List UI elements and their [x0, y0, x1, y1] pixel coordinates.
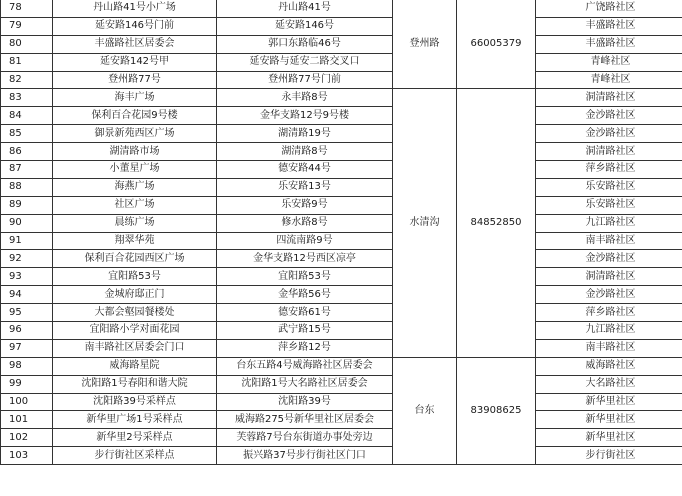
table-row	[1, 250, 682, 268]
community-cell: 青峰社区	[536, 71, 682, 89]
table-row	[1, 304, 682, 322]
row-number-cell: 84	[1, 107, 53, 125]
address-cell: 永丰路8号	[217, 89, 393, 107]
table-row	[1, 393, 682, 411]
street-cell: 登州路	[393, 0, 457, 89]
address-cell: 振兴路37号步行街社区门口	[217, 447, 393, 465]
community-cell: 九江路社区	[536, 322, 682, 340]
table-row	[1, 214, 682, 232]
table-body	[1, 0, 682, 465]
community-cell: 洞清路社区	[536, 268, 682, 286]
row-number-cell: 95	[1, 304, 53, 322]
address-cell: 登州路77号门前	[217, 71, 393, 89]
community-cell: 广饶路社区	[536, 0, 682, 17]
community-cell: 萍乡路社区	[536, 304, 682, 322]
row-number-cell: 89	[1, 196, 53, 214]
site-name-cell: 丹山路41号小广场	[53, 0, 217, 17]
site-name-cell: 丰盛路社区居委会	[53, 35, 217, 53]
site-name-cell: 步行街社区采样点	[53, 447, 217, 465]
row-number-cell: 78	[1, 0, 53, 17]
table-row	[1, 17, 682, 35]
table-row	[1, 429, 682, 447]
site-name-cell: 社区广场	[53, 196, 217, 214]
table-row	[1, 71, 682, 89]
row-number-cell: 93	[1, 268, 53, 286]
phone-cell: 83908625	[457, 357, 536, 464]
row-number-cell: 100	[1, 393, 53, 411]
community-cell: 威海路社区	[536, 357, 682, 375]
table-row	[1, 375, 682, 393]
address-cell: 金华支路12号西区凉亭	[217, 250, 393, 268]
address-cell: 乐安路13号	[217, 178, 393, 196]
table-row	[1, 196, 682, 214]
community-cell: 新华里社区	[536, 411, 682, 429]
address-cell: 沈阳路1号大名路社区居委会	[217, 375, 393, 393]
address-cell: 沈阳路39号	[217, 393, 393, 411]
address-cell: 丹山路41号	[217, 0, 393, 17]
table-row	[1, 286, 682, 304]
community-cell: 金沙路社区	[536, 125, 682, 143]
row-number-cell: 86	[1, 143, 53, 161]
address-cell: 宜阳路53号	[217, 268, 393, 286]
site-name-cell: 宜阳路53号	[53, 268, 217, 286]
community-cell: 南丰路社区	[536, 339, 682, 357]
address-cell: 台东五路4号威海路社区居委会	[217, 357, 393, 375]
table-row	[1, 107, 682, 125]
table-row	[1, 0, 682, 17]
row-number-cell: 88	[1, 178, 53, 196]
community-cell: 洞清路社区	[536, 89, 682, 107]
site-name-cell: 保利百合花园西区广场	[53, 250, 217, 268]
site-name-cell: 晨练广场	[53, 214, 217, 232]
table-row	[1, 232, 682, 250]
community-cell: 丰盛路社区	[536, 17, 682, 35]
table-row	[1, 322, 682, 340]
community-cell: 金沙路社区	[536, 286, 682, 304]
table-row	[1, 35, 682, 53]
row-number-cell: 99	[1, 375, 53, 393]
table-row	[1, 89, 682, 107]
row-number-cell: 92	[1, 250, 53, 268]
address-cell: 延安路与延安二路交叉口	[217, 53, 393, 71]
community-cell: 新华里社区	[536, 429, 682, 447]
site-name-cell: 大都会壑园餐楼处	[53, 304, 217, 322]
table-row	[1, 268, 682, 286]
address-cell: 萍乡路12号	[217, 339, 393, 357]
table-row	[1, 143, 682, 161]
row-number-cell: 94	[1, 286, 53, 304]
address-cell: 德安路61号	[217, 304, 393, 322]
community-cell: 青峰社区	[536, 53, 682, 71]
community-cell: 金沙路社区	[536, 250, 682, 268]
site-name-cell: 小董星广场	[53, 161, 217, 179]
site-name-cell: 湖清路市场	[53, 143, 217, 161]
table-row	[1, 125, 682, 143]
community-cell: 丰盛路社区	[536, 35, 682, 53]
table-row	[1, 161, 682, 179]
site-name-cell: 南丰路社区居委会门口	[53, 339, 217, 357]
site-name-cell: 威海路星院	[53, 357, 217, 375]
site-name-cell: 金城府邸正门	[53, 286, 217, 304]
site-name-cell: 宜阳路小学对面花园	[53, 322, 217, 340]
row-number-cell: 103	[1, 447, 53, 465]
row-number-cell: 96	[1, 322, 53, 340]
site-name-cell: 沈阳路39号采样点	[53, 393, 217, 411]
row-number-cell: 91	[1, 232, 53, 250]
address-cell: 湖清路8号	[217, 143, 393, 161]
address-cell: 湖清路19号	[217, 125, 393, 143]
address-cell: 芙蓉路7号台东街道办事处旁边	[217, 429, 393, 447]
community-cell: 乐安路社区	[536, 196, 682, 214]
site-name-cell: 翔翠华苑	[53, 232, 217, 250]
address-cell: 郭口东路临46号	[217, 35, 393, 53]
site-name-cell: 海丰广场	[53, 89, 217, 107]
address-cell: 武宁路15号	[217, 322, 393, 340]
row-number-cell: 83	[1, 89, 53, 107]
site-name-cell: 延安路146号门前	[53, 17, 217, 35]
community-cell: 金沙路社区	[536, 107, 682, 125]
address-cell: 乐安路9号	[217, 196, 393, 214]
site-name-cell: 延安路142号甲	[53, 53, 217, 71]
row-number-cell: 98	[1, 357, 53, 375]
community-cell: 乐安路社区	[536, 178, 682, 196]
table-row	[1, 447, 682, 465]
street-cell: 水清沟	[393, 89, 457, 357]
row-number-cell: 101	[1, 411, 53, 429]
site-name-cell: 御景新苑西区广场	[53, 125, 217, 143]
site-name-cell: 海燕广场	[53, 178, 217, 196]
address-cell: 金华支路12号9号楼	[217, 107, 393, 125]
table-row	[1, 53, 682, 71]
site-name-cell: 登州路77号	[53, 71, 217, 89]
site-name-cell: 新华里广场1号采样点	[53, 411, 217, 429]
row-number-cell: 81	[1, 53, 53, 71]
community-cell: 九江路社区	[536, 214, 682, 232]
table-row	[1, 178, 682, 196]
row-number-cell: 80	[1, 35, 53, 53]
street-cell: 台东	[393, 357, 457, 464]
address-cell: 修水路8号	[217, 214, 393, 232]
community-cell: 洞清路社区	[536, 143, 682, 161]
community-cell: 新华里社区	[536, 393, 682, 411]
row-number-cell: 102	[1, 429, 53, 447]
community-cell: 大名路社区	[536, 375, 682, 393]
site-name-cell: 保利百合花园9号楼	[53, 107, 217, 125]
row-number-cell: 87	[1, 161, 53, 179]
table-row	[1, 411, 682, 429]
address-cell: 威海路275号新华里社区居委会	[217, 411, 393, 429]
phone-cell: 66005379	[457, 0, 536, 89]
row-number-cell: 85	[1, 125, 53, 143]
address-cell: 金华路56号	[217, 286, 393, 304]
table-row	[1, 357, 682, 375]
table-row	[1, 339, 682, 357]
row-number-cell: 82	[1, 71, 53, 89]
community-cell: 步行街社区	[536, 447, 682, 465]
address-cell: 四流南路9号	[217, 232, 393, 250]
site-name-cell: 新华里2号采样点	[53, 429, 217, 447]
phone-cell: 84852850	[457, 89, 536, 357]
address-cell: 德安路44号	[217, 161, 393, 179]
row-number-cell: 79	[1, 17, 53, 35]
row-number-cell: 97	[1, 339, 53, 357]
address-cell: 延安路146号	[217, 17, 393, 35]
row-number-cell: 90	[1, 214, 53, 232]
community-cell: 萍乡路社区	[536, 161, 682, 179]
site-name-cell: 沈阳路1号春阳和谐大院	[53, 375, 217, 393]
community-cell: 南丰路社区	[536, 232, 682, 250]
